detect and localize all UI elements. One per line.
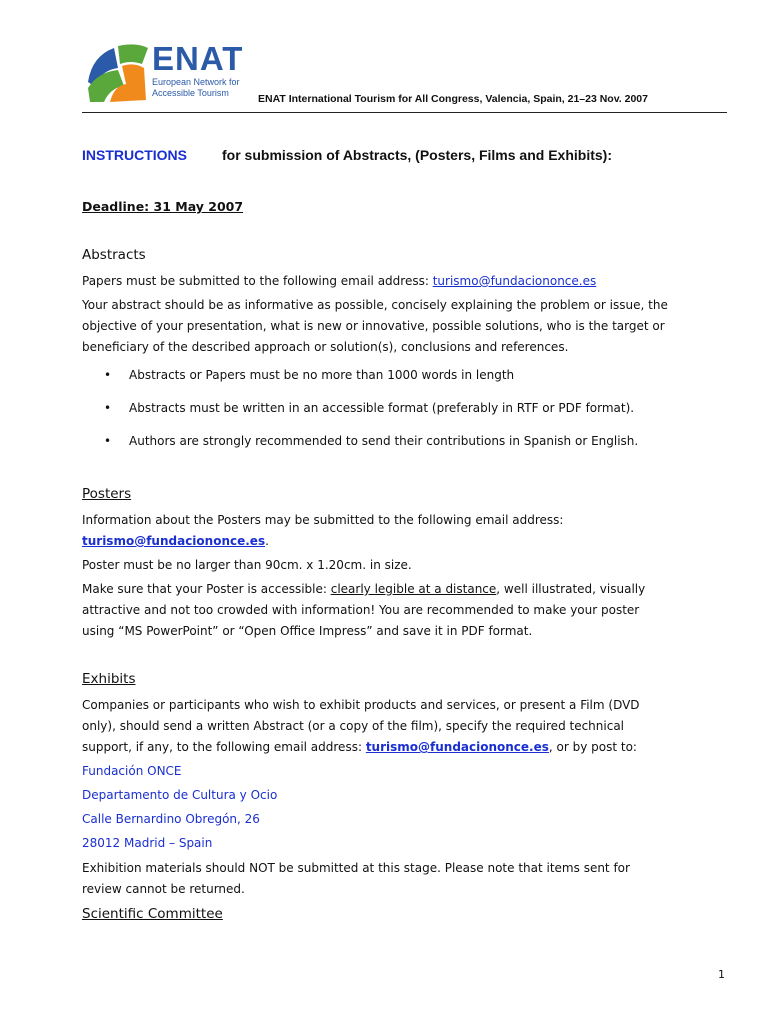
exhibits-paragraph-line	[82, 737, 732, 758]
page-number: 1	[718, 968, 725, 981]
logo-subtitle	[152, 77, 240, 99]
exhibits-heading: Exhibits	[82, 671, 136, 687]
exhibits-paragraph-line: only), should send a written Abstract (or a copy of the film), specify the required technical	[82, 719, 625, 733]
posters-email-link[interactable]: turismo@fundaciononce.es	[82, 534, 266, 548]
abstracts-submit-text: Papers must be submitted to the following email address:	[82, 274, 433, 288]
posters-size: Poster must be no larger than 90cm. x 1.20cm. in size.	[82, 558, 412, 572]
abstracts-bullet-item: Abstracts must be written in an accessible format (preferably in RTF or PDF format).	[129, 401, 635, 415]
exhibits-email-prefix: support, if any, to the following email address:	[82, 740, 366, 754]
address-line-department: Departamento de Cultura y Ocio	[82, 788, 278, 802]
posters-heading: Posters	[82, 486, 132, 502]
scientific-committee-heading: Scientific Committee	[82, 906, 223, 922]
bullet-icon: •	[104, 434, 112, 448]
address-line-organization: Fundación ONCE	[82, 764, 182, 778]
instructions-title: for submission of Abstracts, (Posters, Films and Exhibits):	[222, 147, 612, 163]
event-header: ENAT International Tourism for All Congress, Valencia, Spain, 21–23 Nov. 2007	[258, 93, 648, 105]
header-divider	[82, 112, 727, 113]
exhibits-note-line: review cannot be returned.	[82, 882, 245, 896]
exhibits-note	[82, 858, 732, 900]
address-line-city: 28012 Madrid – Spain	[82, 836, 213, 850]
abstracts-submit-line	[82, 271, 732, 292]
enat-logo-mark-icon	[84, 42, 150, 104]
logo-subtitle-line2: Accessible Tourism	[152, 88, 229, 98]
exhibits-paragraph-line: Companies or participants who wish to exhibit products and services, or present a Film (DVD	[82, 698, 640, 712]
exhibits-email-suffix: , or by post to:	[548, 740, 637, 754]
posters-accessibility-line	[82, 579, 732, 600]
exhibits-email-link[interactable]: turismo@fundaciononce.es	[365, 740, 549, 754]
instructions-label: INSTRUCTIONS	[82, 147, 187, 163]
posters-info-text: Information about the Posters may be submitted to the following email address:	[82, 513, 564, 527]
posters-access-prefix: Make sure that your Poster is accessible:	[82, 582, 331, 596]
posters-accessibility-line: using “MS PowerPoint” or “Open Office Impress” and save it in PDF format.	[82, 624, 533, 638]
bullet-icon: •	[104, 368, 112, 382]
address-line-street: Calle Bernardino Obregón, 26	[82, 812, 260, 826]
logo-subtitle-line1: European Network for	[152, 77, 240, 87]
posters-info	[82, 510, 732, 552]
abstracts-heading: Abstracts	[82, 247, 146, 263]
abstracts-bullet-item: Abstracts or Papers must be no more than 1000 words in length	[129, 368, 515, 382]
abstracts-bullet-item: Authors are strongly recommended to send their contributions in Spanish or English.	[129, 434, 639, 448]
logo-title: ENAT	[152, 40, 244, 77]
deadline: Deadline: 31 May 2007	[82, 199, 244, 214]
posters-access-emphasis: clearly legible at a distance	[330, 582, 497, 596]
bullet-icon: •	[104, 401, 112, 415]
posters-email-line	[82, 531, 732, 552]
posters-email-suffix: .	[265, 534, 269, 548]
posters-access-suffix: , well illustrated, visually	[496, 582, 646, 596]
abstracts-paragraph	[82, 295, 732, 358]
posters-accessibility-line: attractive and not too crowded with information! You are recommended to make your poster	[82, 603, 640, 617]
abstracts-paragraph-line: Your abstract should be as informative as possible, concisely explaining the problem or issue, the	[82, 298, 668, 312]
abstracts-paragraph-line: beneficiary of the described approach or solution(s), conclusions and references.	[82, 340, 569, 354]
exhibits-paragraph	[82, 695, 732, 758]
enat-logo	[84, 42, 260, 104]
exhibits-note-line: Exhibition materials should NOT be submitted at this stage. Please note that items sent for	[82, 861, 630, 875]
posters-accessibility	[82, 579, 732, 642]
abstracts-paragraph-line: objective of your presentation, what is new or innovative, possible solutions, who is the target or	[82, 319, 665, 333]
abstracts-email-link[interactable]: turismo@fundaciononce.es	[432, 274, 597, 288]
